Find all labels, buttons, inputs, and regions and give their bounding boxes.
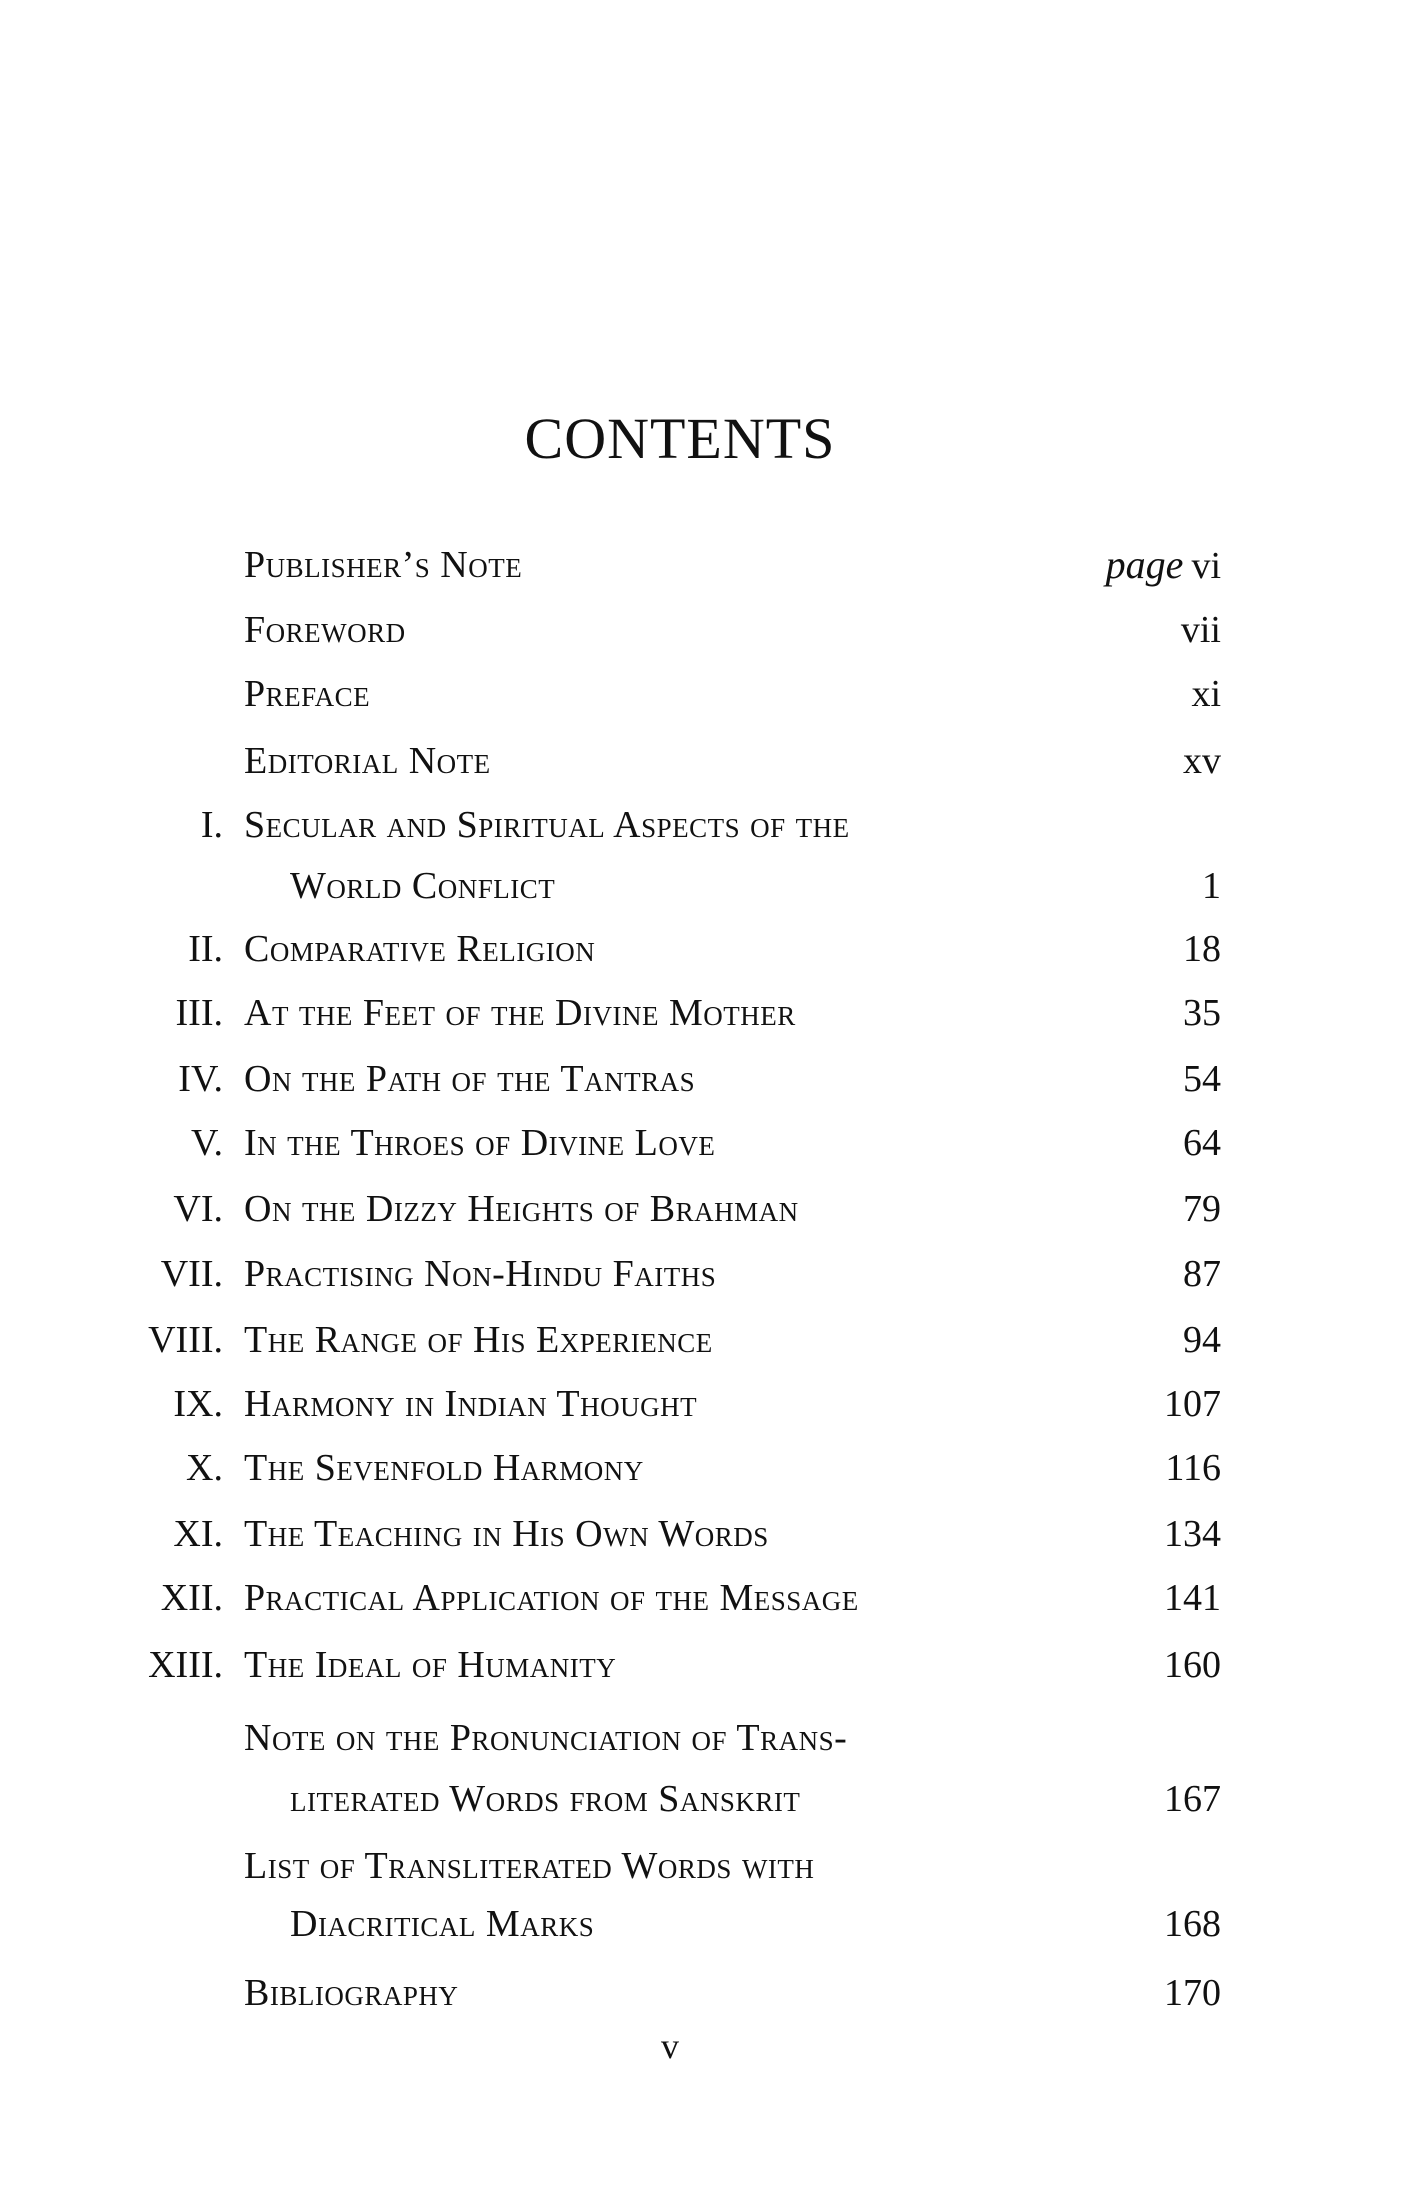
- entry-page: 18: [1183, 928, 1221, 970]
- entry-page: [1106, 535, 1221, 596]
- entry-page: 35: [1183, 992, 1221, 1034]
- entry-title: Publisher’s Note: [244, 544, 523, 586]
- entry-page-number: vi: [1191, 545, 1221, 587]
- entry-page: 87: [1183, 1253, 1221, 1295]
- toc-entry[interactable]: [0, 1374, 1421, 1434]
- chapter-number: III.: [175, 992, 223, 1034]
- entry-title: On the Path of the Tantras: [244, 1058, 696, 1100]
- chapter-number: XII.: [160, 1577, 223, 1619]
- toc-entry[interactable]: [0, 795, 1421, 855]
- entry-page: 141: [1164, 1577, 1221, 1619]
- entry-title: Note on the Pronunciation of Trans-: [244, 1717, 848, 1759]
- chapter-number: VI.: [173, 1188, 223, 1230]
- entry-title: The Ideal of Humanity: [244, 1644, 617, 1686]
- entry-title: The Teaching in His Own Words: [244, 1513, 769, 1555]
- entry-page: 79: [1183, 1188, 1221, 1230]
- entry-page: 160: [1164, 1644, 1221, 1686]
- entry-page: 168: [1164, 1903, 1221, 1945]
- entry-page: 54: [1183, 1058, 1221, 1100]
- entry-page: 1: [1202, 865, 1221, 907]
- entry-title: The Sevenfold Harmony: [244, 1447, 644, 1489]
- chapter-number: I.: [200, 804, 223, 846]
- entry-title: Foreword: [244, 609, 406, 651]
- entry-title: Practical Application of the Message: [244, 1577, 859, 1619]
- entry-title: On the Dizzy Heights of Brahman: [244, 1188, 799, 1230]
- entry-page: 94: [1183, 1319, 1221, 1361]
- entry-title: The Range of His Experience: [244, 1319, 713, 1361]
- entry-page: vii: [1180, 609, 1221, 651]
- chapter-number: V.: [190, 1122, 223, 1164]
- entry-title: Bibliography: [244, 1972, 459, 2014]
- toc-entry[interactable]: [0, 1244, 1421, 1304]
- chapter-number: XIII.: [148, 1644, 223, 1686]
- chapter-number: VII.: [160, 1253, 223, 1295]
- entry-title: Harmony in Indian Thought: [244, 1383, 698, 1425]
- toc-entry[interactable]: [0, 1568, 1421, 1628]
- toc-entry[interactable]: [0, 1504, 1421, 1564]
- chapter-number: VIII.: [148, 1319, 223, 1361]
- toc-entry[interactable]: [0, 731, 1421, 791]
- toc-entry[interactable]: [0, 919, 1421, 979]
- page-title: CONTENTS: [524, 406, 836, 471]
- page-folio: v: [661, 2026, 679, 2066]
- toc-entry-continuation[interactable]: [0, 1769, 1421, 1829]
- toc-entry[interactable]: [0, 1635, 1421, 1695]
- toc-entry[interactable]: [0, 1963, 1421, 2023]
- entry-title: Editorial Note: [244, 740, 491, 782]
- toc-entry-continuation[interactable]: [0, 1894, 1421, 1954]
- toc-entry[interactable]: [0, 983, 1421, 1043]
- entry-page: xv: [1183, 740, 1221, 782]
- toc-entry[interactable]: [0, 1179, 1421, 1239]
- entry-title: In the Throes of Divine Love: [244, 1122, 716, 1164]
- entry-title: Secular and Spiritual Aspects of the: [244, 804, 850, 846]
- entry-page: 64: [1183, 1122, 1221, 1164]
- chapter-number: II.: [188, 928, 223, 970]
- entry-page: 116: [1165, 1447, 1221, 1489]
- entry-title: Practising Non-Hindu Faiths: [244, 1253, 717, 1295]
- toc-entry[interactable]: [0, 1836, 1421, 1896]
- toc-entry[interactable]: [0, 664, 1421, 724]
- chapter-number: X.: [186, 1447, 223, 1489]
- entry-page: 134: [1164, 1513, 1221, 1555]
- chapter-number: IX.: [173, 1383, 223, 1425]
- toc-entry[interactable]: [0, 1310, 1421, 1370]
- toc-entry[interactable]: [0, 1438, 1421, 1498]
- entry-page: 170: [1164, 1972, 1221, 2014]
- entry-page: 107: [1164, 1383, 1221, 1425]
- chapter-number: XI.: [173, 1513, 223, 1555]
- toc-entry[interactable]: [0, 1049, 1421, 1109]
- entry-title-continued: World Conflict: [290, 865, 556, 907]
- toc-entry-continuation[interactable]: [0, 856, 1421, 916]
- toc-entry[interactable]: [0, 1113, 1421, 1173]
- entry-title: Preface: [244, 673, 371, 715]
- chapter-number: IV.: [178, 1058, 223, 1100]
- toc-entry[interactable]: [0, 535, 1421, 595]
- toc-entry[interactable]: [0, 1708, 1421, 1768]
- entry-title: At the Feet of the Divine Mother: [244, 992, 796, 1034]
- entry-title: Comparative Religion: [244, 928, 596, 970]
- entry-page: 167: [1164, 1778, 1221, 1820]
- page-label: page: [1105, 542, 1184, 587]
- entry-page: xi: [1191, 673, 1221, 715]
- entry-title-continued: literated Words from Sanskrit: [290, 1778, 801, 1820]
- entry-title-continued: Diacritical Marks: [290, 1903, 595, 1945]
- toc-entry[interactable]: [0, 600, 1421, 660]
- entry-title: List of Transliterated Words with: [244, 1845, 815, 1887]
